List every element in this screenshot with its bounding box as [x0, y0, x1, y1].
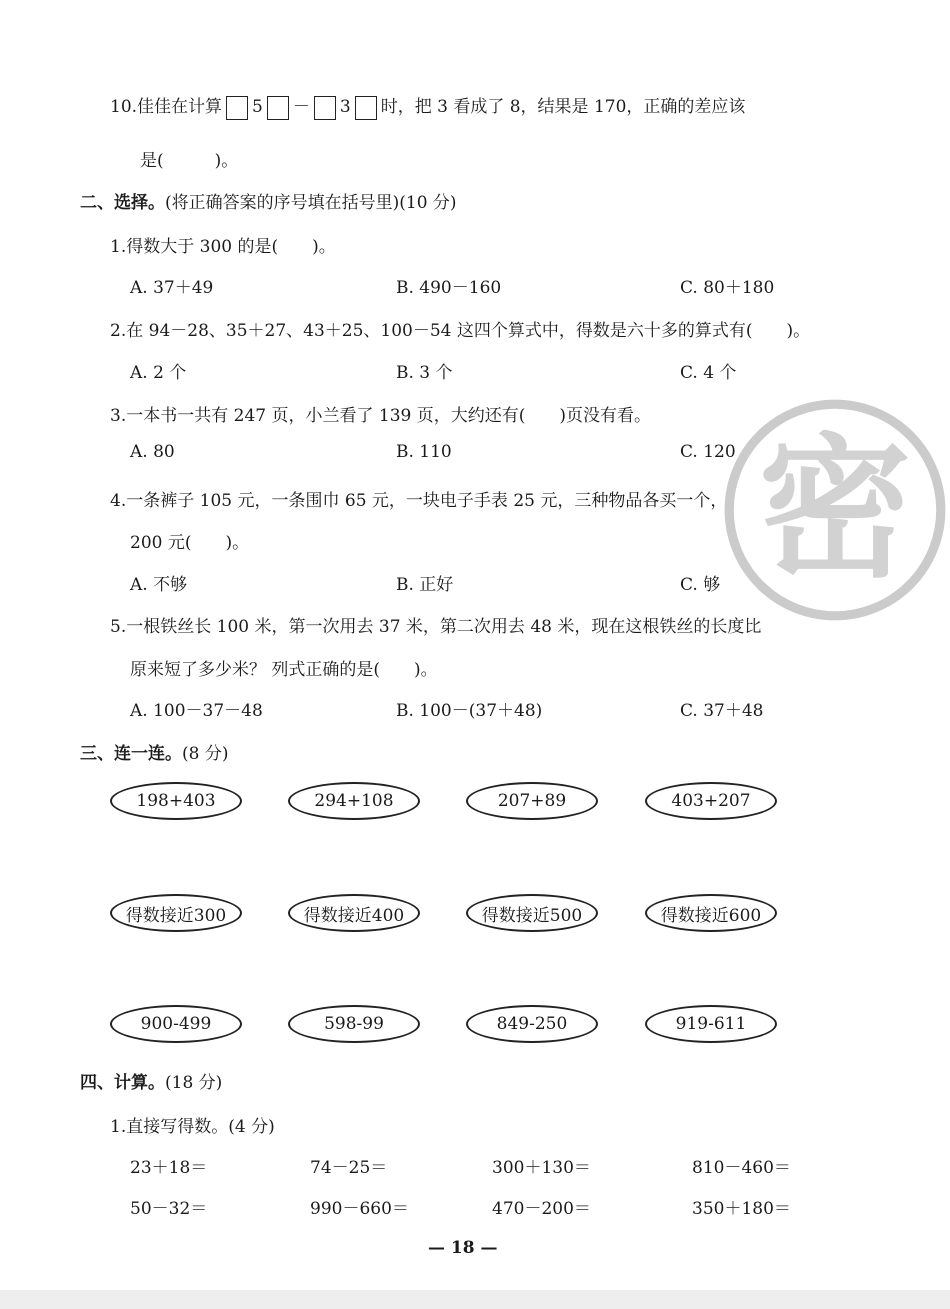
match-oval-expression[interactable]: 207+89 [466, 782, 598, 820]
calc-item[interactable]: 350＋180＝ [692, 1199, 791, 1219]
calc-item[interactable]: 74－25＝ [310, 1158, 388, 1178]
answer-box[interactable] [355, 96, 377, 120]
calc-item[interactable]: 810－460＝ [692, 1158, 791, 1178]
section-note: (将正确答案的序号填在括号里)(10 分) [165, 193, 457, 213]
match-oval-target[interactable]: 得数接近600 [645, 894, 777, 932]
q10-minus: － [292, 97, 310, 117]
q10-suffix: 时，把 3 看成了 8，结果是 170，正确的差应该 [380, 97, 746, 117]
q10-digit: 3 [339, 97, 351, 117]
section-note: (18 分) [165, 1073, 223, 1093]
match-oval-expression[interactable]: 849-250 [466, 1005, 598, 1043]
match-oval-expression[interactable]: 294+108 [288, 782, 420, 820]
answer-box[interactable] [314, 96, 336, 120]
match-oval-expression[interactable]: 198+403 [110, 782, 242, 820]
page-number: — 18 — [428, 1238, 498, 1258]
s2-q4-text-line2: 200 元( )。 [130, 533, 250, 553]
match-oval-expression[interactable]: 919-611 [645, 1005, 777, 1043]
match-oval-target[interactable]: 得数接近500 [466, 894, 598, 932]
s2-q4-text-line1: 4.一条裤子 105 元，一条围巾 65 元，一块电子手表 25 元，三种物品各买一个， [110, 491, 728, 511]
answer-box[interactable] [226, 96, 248, 120]
section-2-heading [80, 188, 457, 213]
q10-line1 [110, 95, 745, 120]
s2-q3-option-b[interactable]: B. 110 [396, 442, 452, 462]
s2-q3-text: 3.一本书一共有 247 页，小兰看了 139 页，大约还有( )页没有看。 [110, 406, 651, 426]
s2-q4-option-a[interactable]: A. 不够 [130, 575, 188, 595]
s2-q3-option-c[interactable]: C. 120 [680, 442, 736, 462]
match-oval-expression[interactable]: 403+207 [645, 782, 777, 820]
match-oval-expression[interactable]: 598-99 [288, 1005, 420, 1043]
s2-q5-text-line2: 原来短了多少米？ 列式正确的是( )。 [130, 660, 438, 680]
calc-item[interactable]: 50－32＝ [130, 1199, 208, 1219]
section-title: 三、连一连。 [80, 744, 182, 764]
match-oval-target[interactable]: 得数接近400 [288, 894, 420, 932]
match-oval-expression[interactable]: 900-499 [110, 1005, 242, 1043]
s2-q2-option-c[interactable]: C. 4 个 [680, 363, 737, 383]
calc-item[interactable]: 990－660＝ [310, 1199, 409, 1219]
s2-q1-option-a[interactable]: A. 37＋49 [130, 278, 214, 298]
calc-item[interactable]: 300＋130＝ [492, 1158, 591, 1178]
section-note: (8 分) [182, 744, 229, 764]
q10-digit: 5 [252, 97, 263, 117]
stamp-char: 密 [758, 421, 912, 599]
match-oval-target[interactable]: 得数接近300 [110, 894, 242, 932]
answer-box[interactable] [267, 96, 289, 120]
calc-item[interactable]: 470－200＝ [492, 1199, 591, 1219]
s2-q1-option-c[interactable]: C. 80＋180 [680, 278, 775, 298]
s2-q5-option-b[interactable]: B. 100－(37＋48) [396, 701, 543, 721]
confidential-stamp-icon [720, 360, 950, 660]
s4-sub1-title: 1.直接写得数。(4 分) [110, 1117, 275, 1137]
s2-q2-text: 2.在 94－28、35＋27、43＋25、100－54 这四个算式中，得数是六十多的算式有( )。 [110, 321, 811, 341]
bottom-strip [0, 1290, 950, 1309]
s2-q5-text-line1: 5.一根铁丝长 100 米，第一次用去 37 米，第二次用去 48 米，现在这根铁丝的长度比 [110, 617, 762, 637]
s2-q2-option-b[interactable]: B. 3 个 [396, 363, 453, 383]
section-3-heading [80, 739, 228, 764]
s2-q4-option-b[interactable]: B. 正好 [396, 575, 454, 595]
section-4-heading [80, 1068, 222, 1093]
calc-item[interactable]: 23＋18＝ [130, 1158, 208, 1178]
s2-q5-option-c[interactable]: C. 37＋48 [680, 701, 764, 721]
section-title: 四、计算。 [80, 1073, 165, 1093]
s2-q1-option-b[interactable]: B. 490－160 [396, 278, 502, 298]
q10-prefix: 10.佳佳在计算 [110, 97, 223, 117]
section-title: 二、选择。 [80, 193, 165, 213]
s2-q5-option-a[interactable]: A. 100－37－48 [130, 701, 263, 721]
s2-q2-option-a[interactable]: A. 2 个 [130, 363, 187, 383]
s2-q4-option-c[interactable]: C. 够 [680, 575, 721, 595]
q10-line2: 是( )。 [140, 151, 239, 171]
s2-q1-text: 1.得数大于 300 的是( )。 [110, 237, 336, 257]
s2-q3-option-a[interactable]: A. 80 [130, 442, 175, 462]
